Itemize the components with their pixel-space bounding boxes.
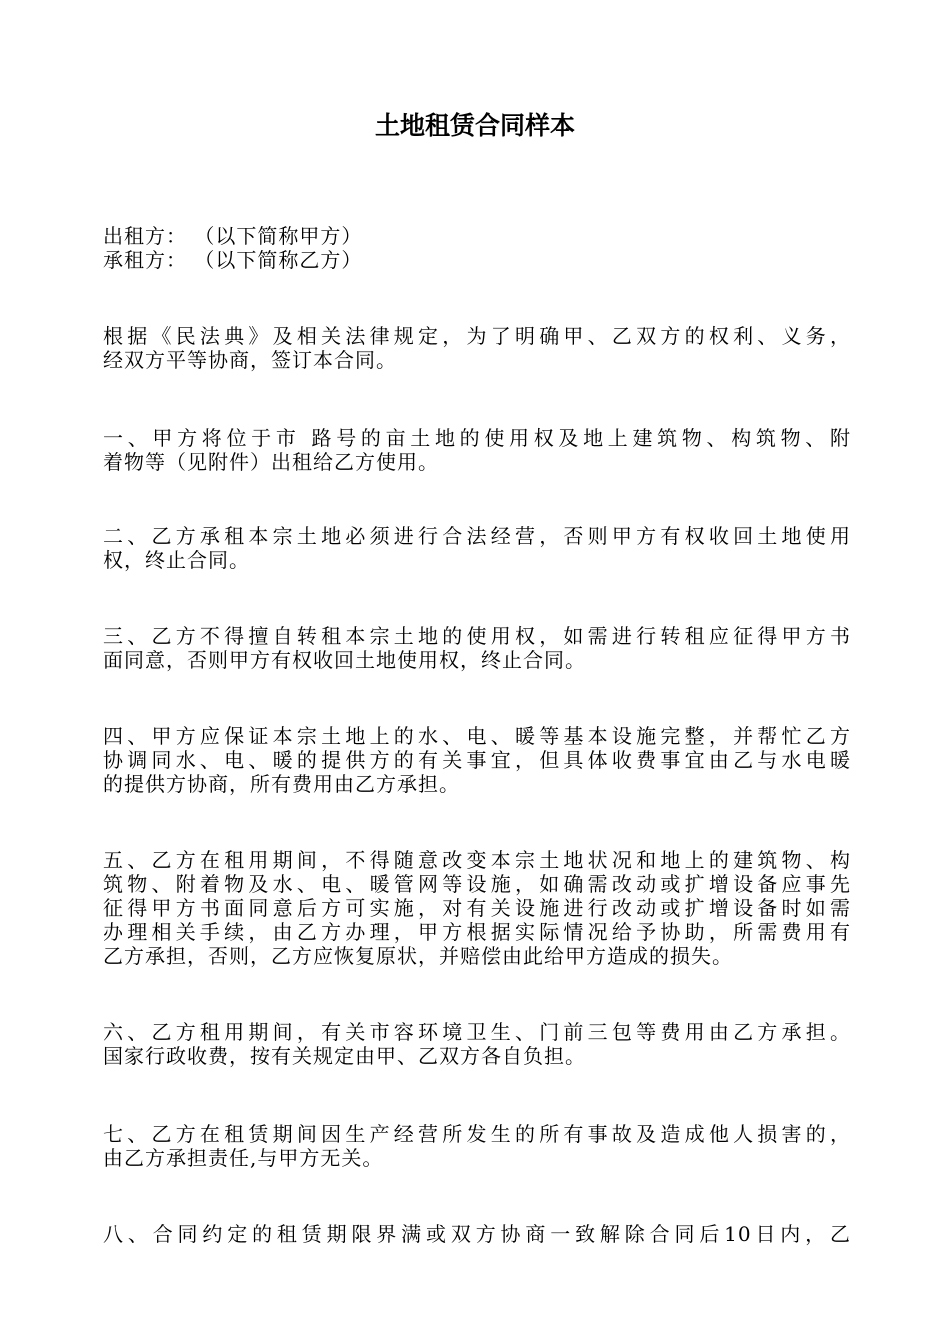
clause-8 [103,1222,851,1246]
paragraph-line: 八、合同约定的租赁期限界满或双方协商一致解除合同后10日内，乙 [103,1222,851,1246]
paragraph-line: 着物等（见附件）出租给乙方使用。 [103,450,439,474]
paragraph-line: 的提供方协商，所有费用由乙方承担。 [103,772,460,796]
clause-2 [103,524,851,572]
clause-3 [103,624,851,672]
document-title: 土地租赁合同样本 [374,111,575,140]
paragraph-line: 一、甲方将位于市 路号的亩土地的使用权及地上建筑物、构筑物、附 [103,426,851,450]
paragraph-line: 根据《民法典》及相关法律规定，为了明确甲、乙双方的权利、义务， [103,324,851,348]
paragraph-line: 协调同水、电、暖的提供方的有关事宜，但具体收费事宜由乙与水电暖 [103,748,851,772]
paragraph-line: 四、甲方应保证本宗土地上的水、电、暖等基本设施完整，并帮忙乙方 [103,724,851,748]
paragraph-line: 经双方平等协商，签订本合同。 [103,348,397,372]
paragraph-line: 三、乙方不得擅自转租本宗土地的使用权，如需进行转租应征得甲方书 [103,624,851,648]
lessee-line: 承租方： （以下简称乙方） [103,248,363,272]
paragraph-line: 五、乙方在租用期间，不得随意改变本宗土地状况和地上的建筑物、构 [103,848,851,872]
paragraph-line: 乙方承担，否则，乙方应恢复原状，并赔偿由此给甲方造成的损失。 [103,944,733,968]
paragraph-line: 征得甲方书面同意后方可实施，对有关设施进行改动或扩增设备时如需 [103,896,851,920]
paragraph-line: 筑物、附着物及水、电、暖管网等设施，如确需改动或扩增设备应事先 [103,872,851,896]
party-info [103,224,851,272]
clause-7 [103,1122,851,1170]
clause-4 [103,724,851,796]
paragraph-line: 二、乙方承租本宗土地必须进行合法经营，否则甲方有权收回土地使用 [103,524,851,548]
paragraph-line: 权，终止合同。 [103,548,250,572]
lessor-line: 出租方： （以下简称甲方） [103,224,363,248]
paragraph-line: 面同意，否则甲方有权收回土地使用权，终止合同。 [103,648,586,672]
paragraph-line: 办理相关手续，由乙方办理，甲方根据实际情况给予协助，所需费用有 [103,920,851,944]
paragraph-line: 国家行政收费，按有关规定由甲、乙双方各自负担。 [103,1044,586,1068]
paragraph-line: 六、乙方租用期间，有关市容环境卫生、门前三包等费用由乙方承担。 [103,1020,851,1044]
preamble-paragraph [103,324,851,372]
clause-6 [103,1020,851,1068]
paragraph-line: 由乙方承担责任,与甲方无关。 [103,1146,384,1170]
clause-5 [103,848,851,968]
clause-1 [103,426,851,474]
paragraph-line: 七、乙方在租赁期间因生产经营所发生的所有事故及造成他人损害的， [103,1122,851,1146]
